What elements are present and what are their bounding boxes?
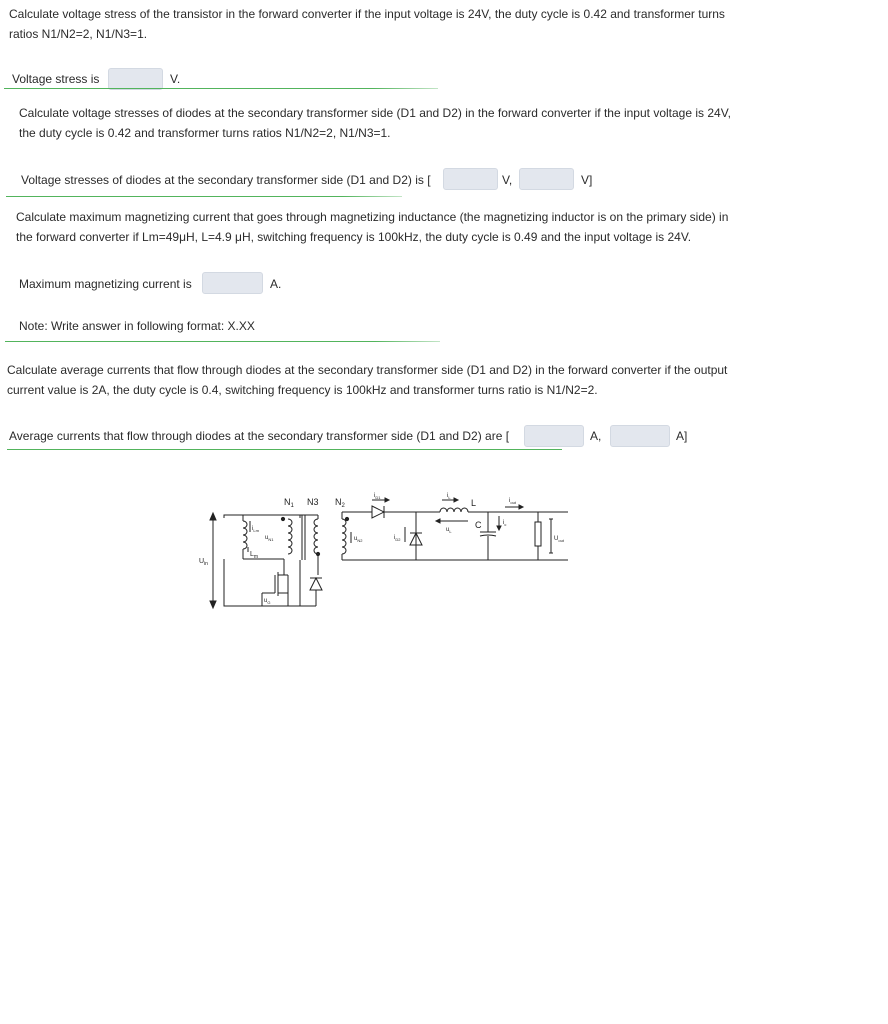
question-2-line-1: Calculate voltage stresses of diodes at the secondary transformer side (D1 and D2) in the forward converter if the input voltage is 24V, [19,106,731,120]
question-1-line-2: ratios N1/N2=2, N1/N3=1. [9,27,148,41]
question-1-answer-unit: V. [170,72,181,86]
primary-winding-n1 [281,517,292,554]
question-2-line-2: the duty cycle is 0.42 and transformer turns ratios N1/N2=2, N1/N3=1. [19,126,391,140]
question-4-answer-prefix: Average currents that flow through diodes at the secondary transformer side (D1 and D2) are [ [9,429,510,443]
id2-label: $i_{D2}$ [394,535,401,542]
uout-label: $U_{out}$ [554,536,564,543]
output-voltage-bracket [549,519,553,553]
magnetizing-current-input[interactable] [202,272,263,294]
question-4-answer-separator: A, [590,429,602,443]
iout-label: $i_{out}$ [509,498,516,505]
question-3-text [16,207,728,247]
question-3-divider [5,341,440,342]
question-2-divider [6,196,402,197]
diode-d1 [372,506,440,518]
question-4-line-1: Calculate average currents that flow through diodes at the secondary transformer side (D1 and D2) in the forward converter if the output [7,363,728,377]
lm-label: $L_m$ [250,551,259,560]
output-capacitor [480,512,496,560]
question-2-answer-separator: V, [502,173,513,187]
input-voltage-label: $U_{in}$ [199,558,208,567]
n3-label: N3 [307,497,319,507]
question-2-text [19,103,731,143]
question-1-divider [4,88,438,89]
question-2-answer-unit: V] [581,173,593,187]
un2-label: $u_{N2}$ [354,536,363,543]
load-resistor [535,512,541,560]
gate-voltage-label: $u_G$ [264,598,271,605]
ul-label: $u_L$ [446,527,452,534]
un1-label: $u_{N1}$ [265,535,274,542]
diode-d2-average-current-input[interactable] [610,425,670,447]
il-label: $i_L$ [447,493,451,500]
n2-label: $N_2$ [335,497,345,509]
diode-d2-voltage-stress-input[interactable] [519,168,574,190]
question-4-answer-unit: A] [676,429,688,443]
diode-d1-voltage-stress-input[interactable] [443,168,498,190]
question-3-format-note: Note: Write answer in following format: X.XX [19,319,255,333]
id1-label: $i_{D1}$ [374,493,381,500]
diode-d1-average-current-input[interactable] [524,425,584,447]
question-4-text [7,360,727,400]
diode-d2 [410,512,422,560]
reset-diode [300,578,322,606]
question-2-answer-prefix: Voltage stresses of diodes at the secondary transformer side (D1 and D2) is [ [21,173,431,187]
question-3-answer-unit: A. [270,277,282,291]
question-1-line-1: Calculate voltage stress of the transistor in the forward converter if the input voltage is 24V, the duty cycle is 0.42 and transformer turns [9,7,725,21]
capacitor-c-label: C [475,520,482,530]
question-1-answer-prefix: Voltage stress is [12,72,100,86]
question-3-line-2: the forward converter if Lm=49μH, L=4.9 μH, switching frequency is 100kHz, the duty cycle is 0.49 and the input voltage is 24V. [16,230,692,244]
question-3-answer-prefix: Maximum magnetizing current is [19,277,192,291]
reset-winding-n3 [300,515,320,575]
secondary-winding-n2 [342,512,568,560]
voltage-stress-input[interactable] [108,68,163,90]
question-3-line-1: Calculate maximum magnetizing current that goes through magnetizing inductance (the magnetizing inductor is on the primary side) in [16,210,729,224]
question-4-line-2: current value is 2A, the duty cycle is 0.4, switching frequency is 100kHz and transformer turns ratio is N1/N2=2. [7,383,598,397]
forward-converter-schematic [195,488,575,612]
question-1-text [9,4,725,44]
output-inductor [440,508,568,512]
input-voltage-arrow [210,513,216,608]
magnetizing-current-label: $i_{Lm}$ [252,526,259,533]
question-4-divider [7,449,562,450]
inductor-l-label: L [471,498,477,508]
ic-label: $i_c$ [503,520,507,527]
n1-label: $N_1$ [284,497,294,509]
